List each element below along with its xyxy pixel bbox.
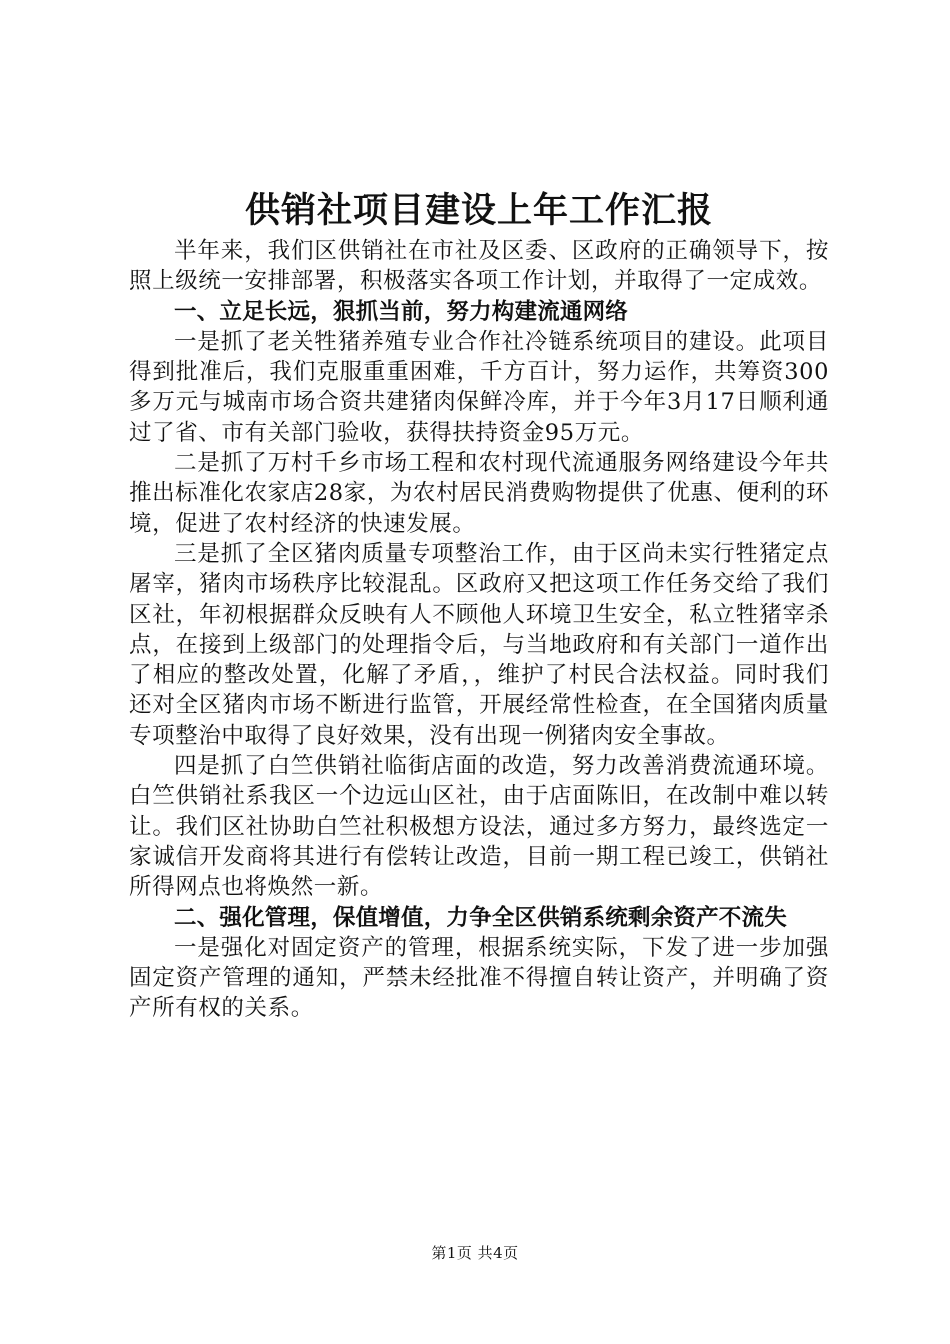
page-footer: 第1页 共4页 — [431, 1244, 519, 1262]
intro-paragraph: 半年来，我们区供销社在市社及区委、区政府的正确领导下，按照上级统一安排部署，积极落实各项工作计划，并取得了一定成效。 — [129, 238, 829, 295]
section-heading-1: 一、立足长远，狠抓当前，努力构建流通网络 — [174, 298, 629, 325]
body-paragraph: 一是抓了老关牲猪养殖专业合作社冷链系统项目的建设。此项目得到批准后，我们克服重重困难，千方百计，努力运作，共筹资300多万元与城南市场合资共建猪肉保鲜冷库，并于今年3月17日顺利通过了省、市有关部门验收，获得扶持资金95万元。 — [129, 328, 829, 446]
document-title: 供销社项目建设上年工作汇报 — [244, 190, 713, 231]
body-paragraph: 一是强化对固定资产的管理，根据系统实际，下发了进一步加强固定资产管理的通知，严禁未经批准不得擅自转让资产，并明确了资产所有权的关系。 — [129, 934, 829, 1022]
document-body — [129, 236, 829, 1024]
document-page — [129, 0, 829, 1024]
section-heading-2: 二、强化管理，保值增值，力争全区供销系统剩余资产不流失 — [174, 904, 787, 931]
body-paragraph: 二是抓了万村千乡市场工程和农村现代流通服务网络建设今年共推出标准化农家店28家，为农村居民消费购物提供了优惠、便利的环境，促进了农村经济的快速发展。 — [129, 450, 829, 537]
body-paragraph: 三是抓了全区猪肉质量专项整治工作，由于区尚未实行牲猪定点屠宰，猪肉市场秩序比较混乱。区政府又把这项工作任务交给了我们区社，年初根据群众反映有人不顾他人环境卫生安全，私立牲猪宰杀点，在接到上级部门的处理指令后，与当地政府和有关部门一道作出了相应的整改处置，化解了矛盾，，维护了村民合法权益。同时我们还对全区猪肉市场不断进行监管，开展经常性检查，在全国猪肉质量专项整治中取得了良好效果，没有出现一例猪肉安全事故。 — [129, 540, 829, 749]
body-paragraph: 四是抓了白竺供销社临街店面的改造，努力改善消费流通环境。白竺供销社系我区一个边远山区社，由于店面陈旧，在改制中难以转让。我们区社协助白竺社积极想方设法，通过多方努力，最终选定一家诚信开发商将其进行有偿转让改造，目前一期工程已竣工，供销社所得网点也将焕然一新。 — [129, 753, 829, 901]
